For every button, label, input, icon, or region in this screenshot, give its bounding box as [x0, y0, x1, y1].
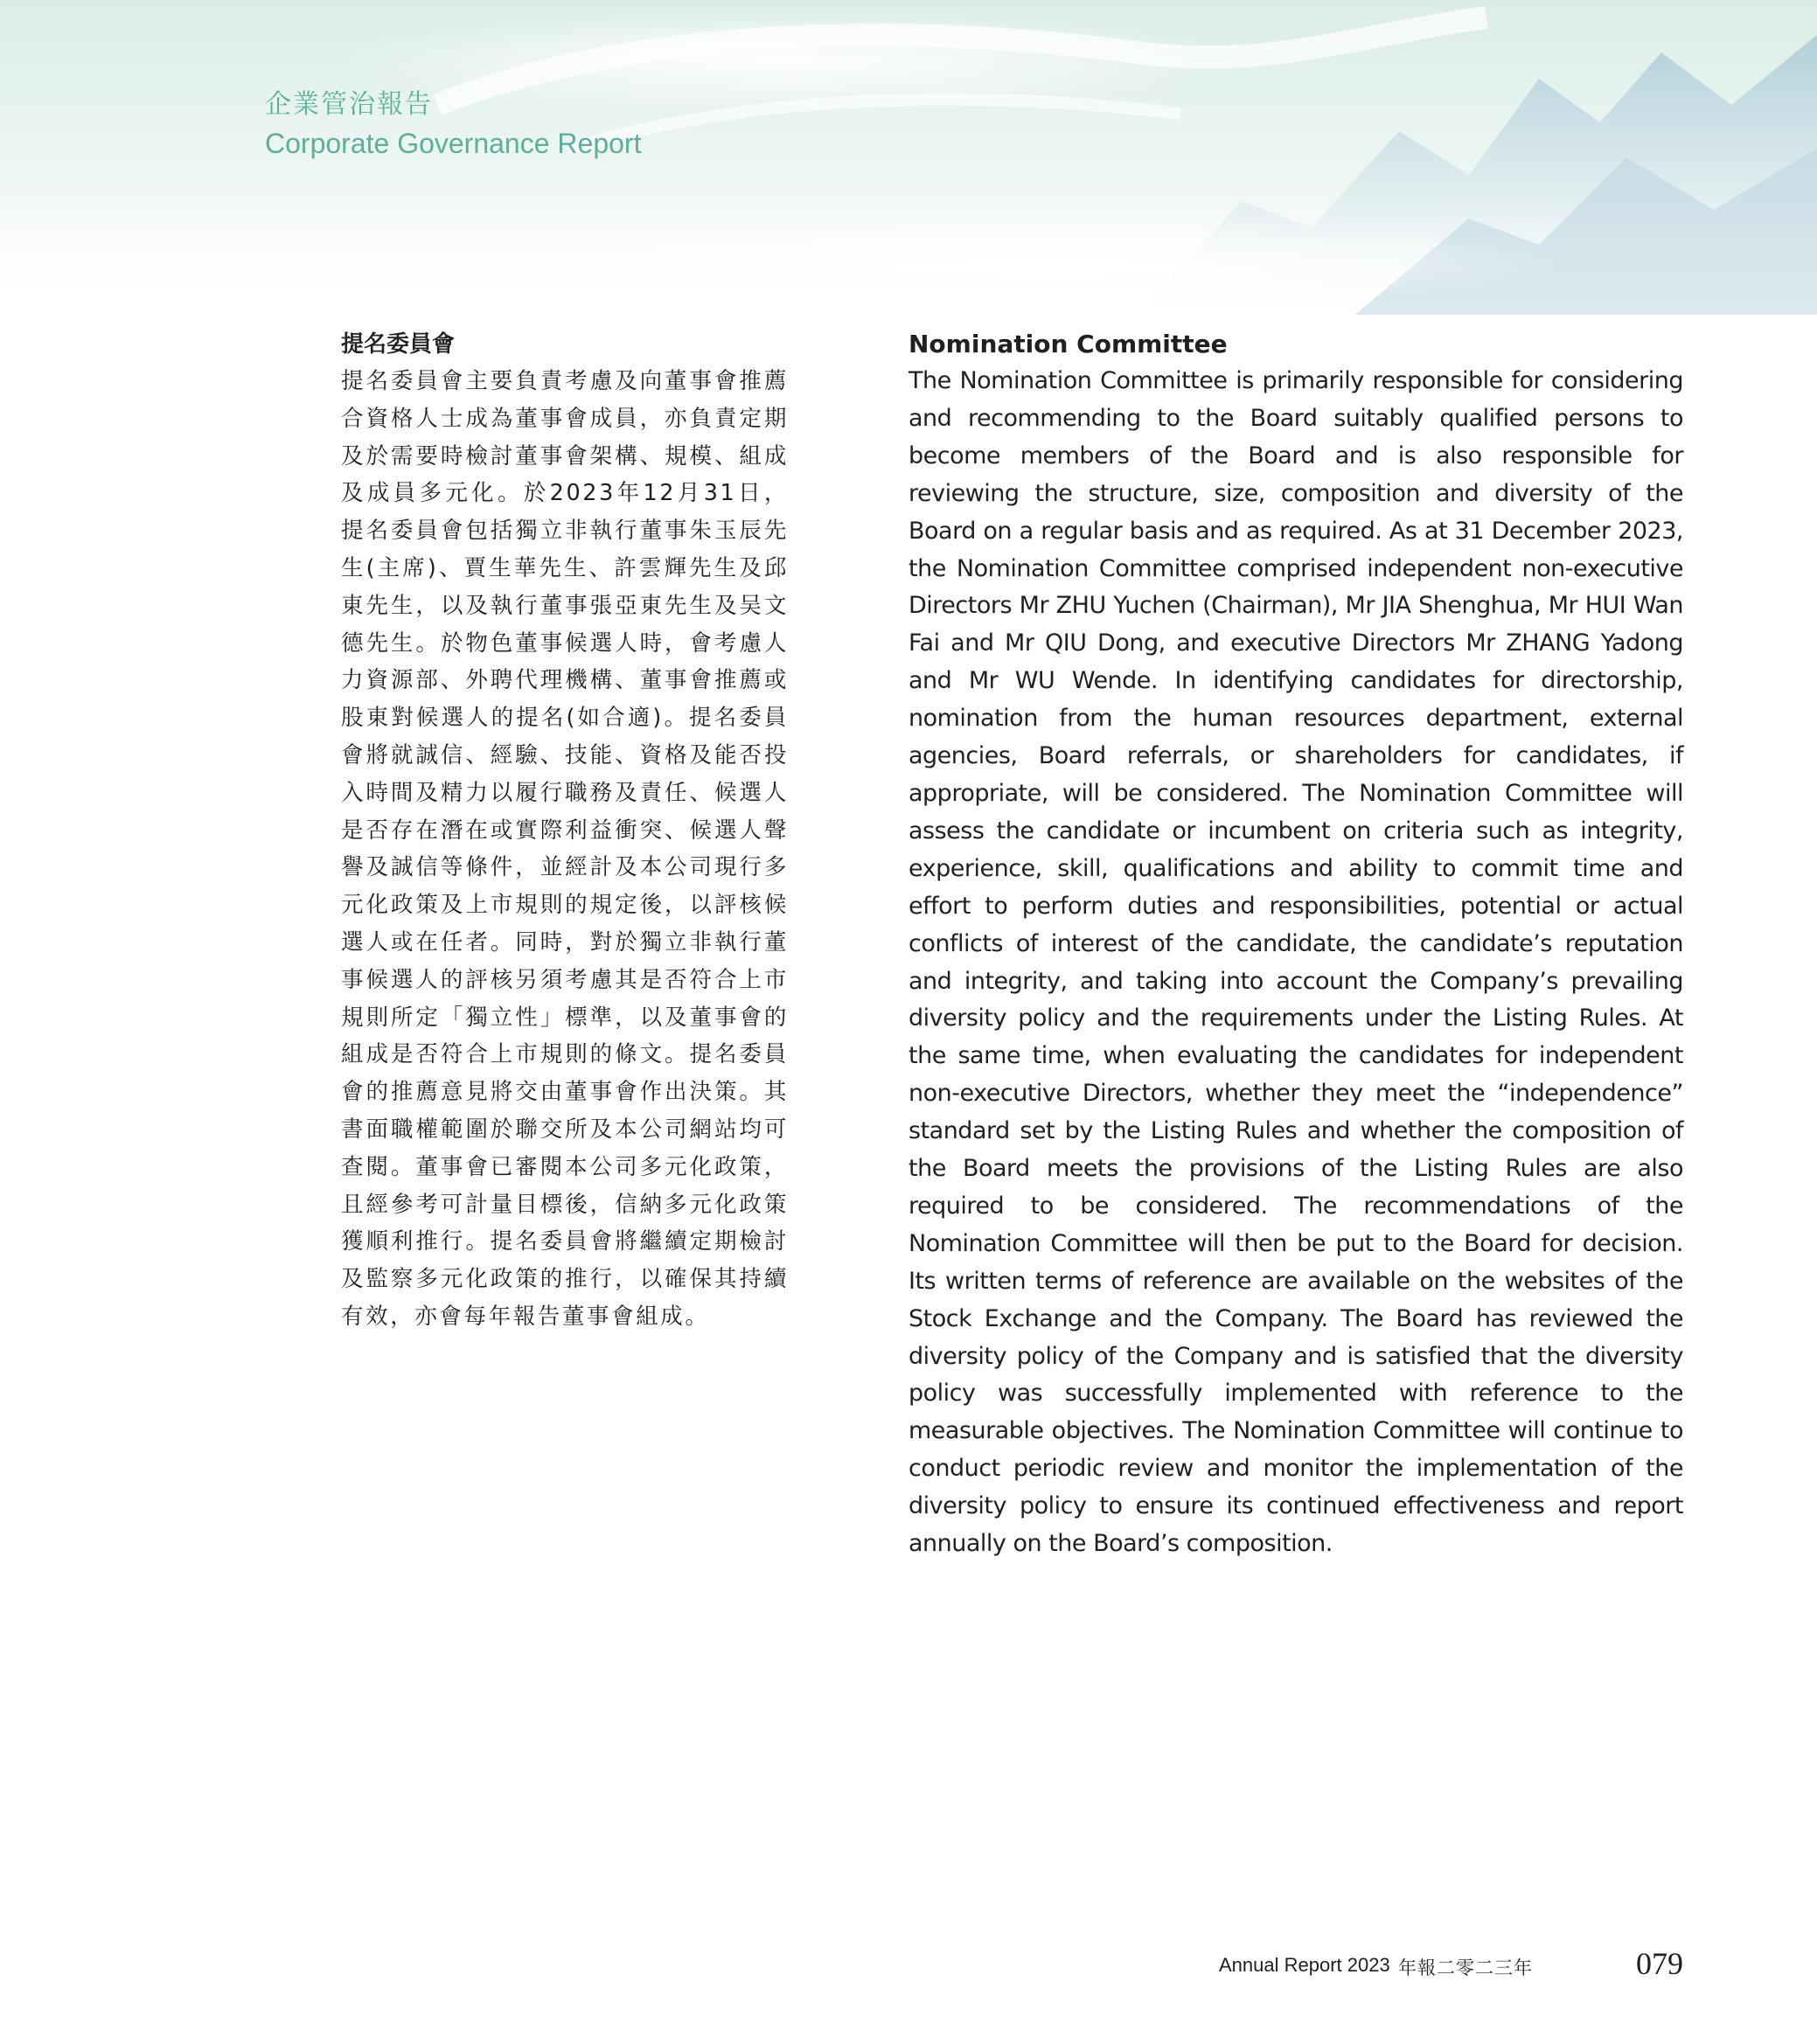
section-body-zh: 提名委員會主要負責考慮及向董事會推薦合資格人士成為董事會成員，亦負責定期及於需要時檢討董事會架構、規模、組成及成員多元化。於2023年12月31日，提名委員會包括獨立非執行董事朱玉辰先生(主席)、賈生華先生、許雲輝先生及邱東先生，以及執行董事張亞東先生及吴文德先生。於物色董事候選人時，會考慮人力資源部、外聘代理機構、董事會推薦或股東對候選人的提名(如合適)。提名委員會將就誠信、經驗、技能、資格及能否投入時間及精力以履行職務及責任、候選人是否存在潛在或實際利益衝突、候選人聲譽及誠信等條件，並經計及本公司現行多元化政策及上市規則的規定後，以評核候選人或在任者。同時，對於獨立非執行董事候選人的評核另須考慮其是否符合上市規則所定「獨立性」標準，以及董事會的組成是否符合上市規則的條文。提名委員會的推薦意見將交由董事會作出決策。其書面職權範圍於聯交所及本公司網站均可查閱。董事會已審閱本公司多元化政策，且經參考可計量目標後，信納多元化政策獲順利推行。提名委員會將繼續定期檢討及監察多元化政策的推行，以確保其持續有效，亦會每年報告董事會組成。 — [341, 368, 789, 1330]
page-footer — [1219, 1945, 1683, 1989]
page-number: 079 — [1636, 1946, 1683, 1981]
section-heading-en: Nomination Committee — [908, 330, 1228, 358]
header-title-en: Corporate Governance Report — [265, 128, 642, 159]
english-column — [908, 326, 1683, 1563]
section-heading-zh: 提名委員會 — [341, 331, 456, 358]
footer-annual-report: Annual Report 2023 — [1219, 1954, 1390, 1976]
page-header — [265, 86, 641, 163]
header-title-zh: 企業管治報告 — [265, 89, 433, 120]
section-body-en: The Nomination Committee is primarily responsible for considering and recommending to the Board suitably qualified persons to become members of the Board and is also responsible for reviewing the structure, size, composition and diversity of the Board on a regular basis and as required. As at 31 December 2023, the Nomination Committee comprised independent non-executive Directors Mr ZHU Yuchen (Chairman), Mr JIA Shenghua, Mr HUI Wan Fai and Mr QIU Dong, and executive Directors Mr ZHANG Yadong and Mr WU Wende. In identifying candidates for directorship, nomination from the human resources department, external agencies, Board referrals, or shareholders for candidates, if appropriate, will be considered. The Nomination Committee will assess the candidate or incumbent on criteria such as integrity, experience, skill, qualifications and ability to commit time and effort to perform duties and responsibilities, potential or actual conflicts of interest of the candidate, the candidate’s reputation and integrity, and taking into account the Company’s prevailing diversity policy and the requirements under the Listing Rules. At the same time, when evaluating the candidates for independent non-executive Directors, whether they meet the “independence” standard set by the Listing Rules and whether the composition of the Board meets the provisions of the Listing Rules are also required to be considered. The recommendations of the Nomination Committee will then be put to the Board for decision. Its written terms of reference are available on the websites of the Stock Exchange and the Company. The Board has reviewed the diversity policy of the Company and is satisfied that the diversity policy was successfully implemented with reference to the measurable objectives. The Nomination Committee will continue to conduct periodic review and monitor the implementation of the diversity policy to ensure its continued effectiveness and report annually on the Board’s composition. — [908, 367, 1683, 1558]
footer-annual-report-zh: 年報二零二三年 — [1398, 1957, 1533, 1978]
chinese-column — [341, 326, 789, 1336]
